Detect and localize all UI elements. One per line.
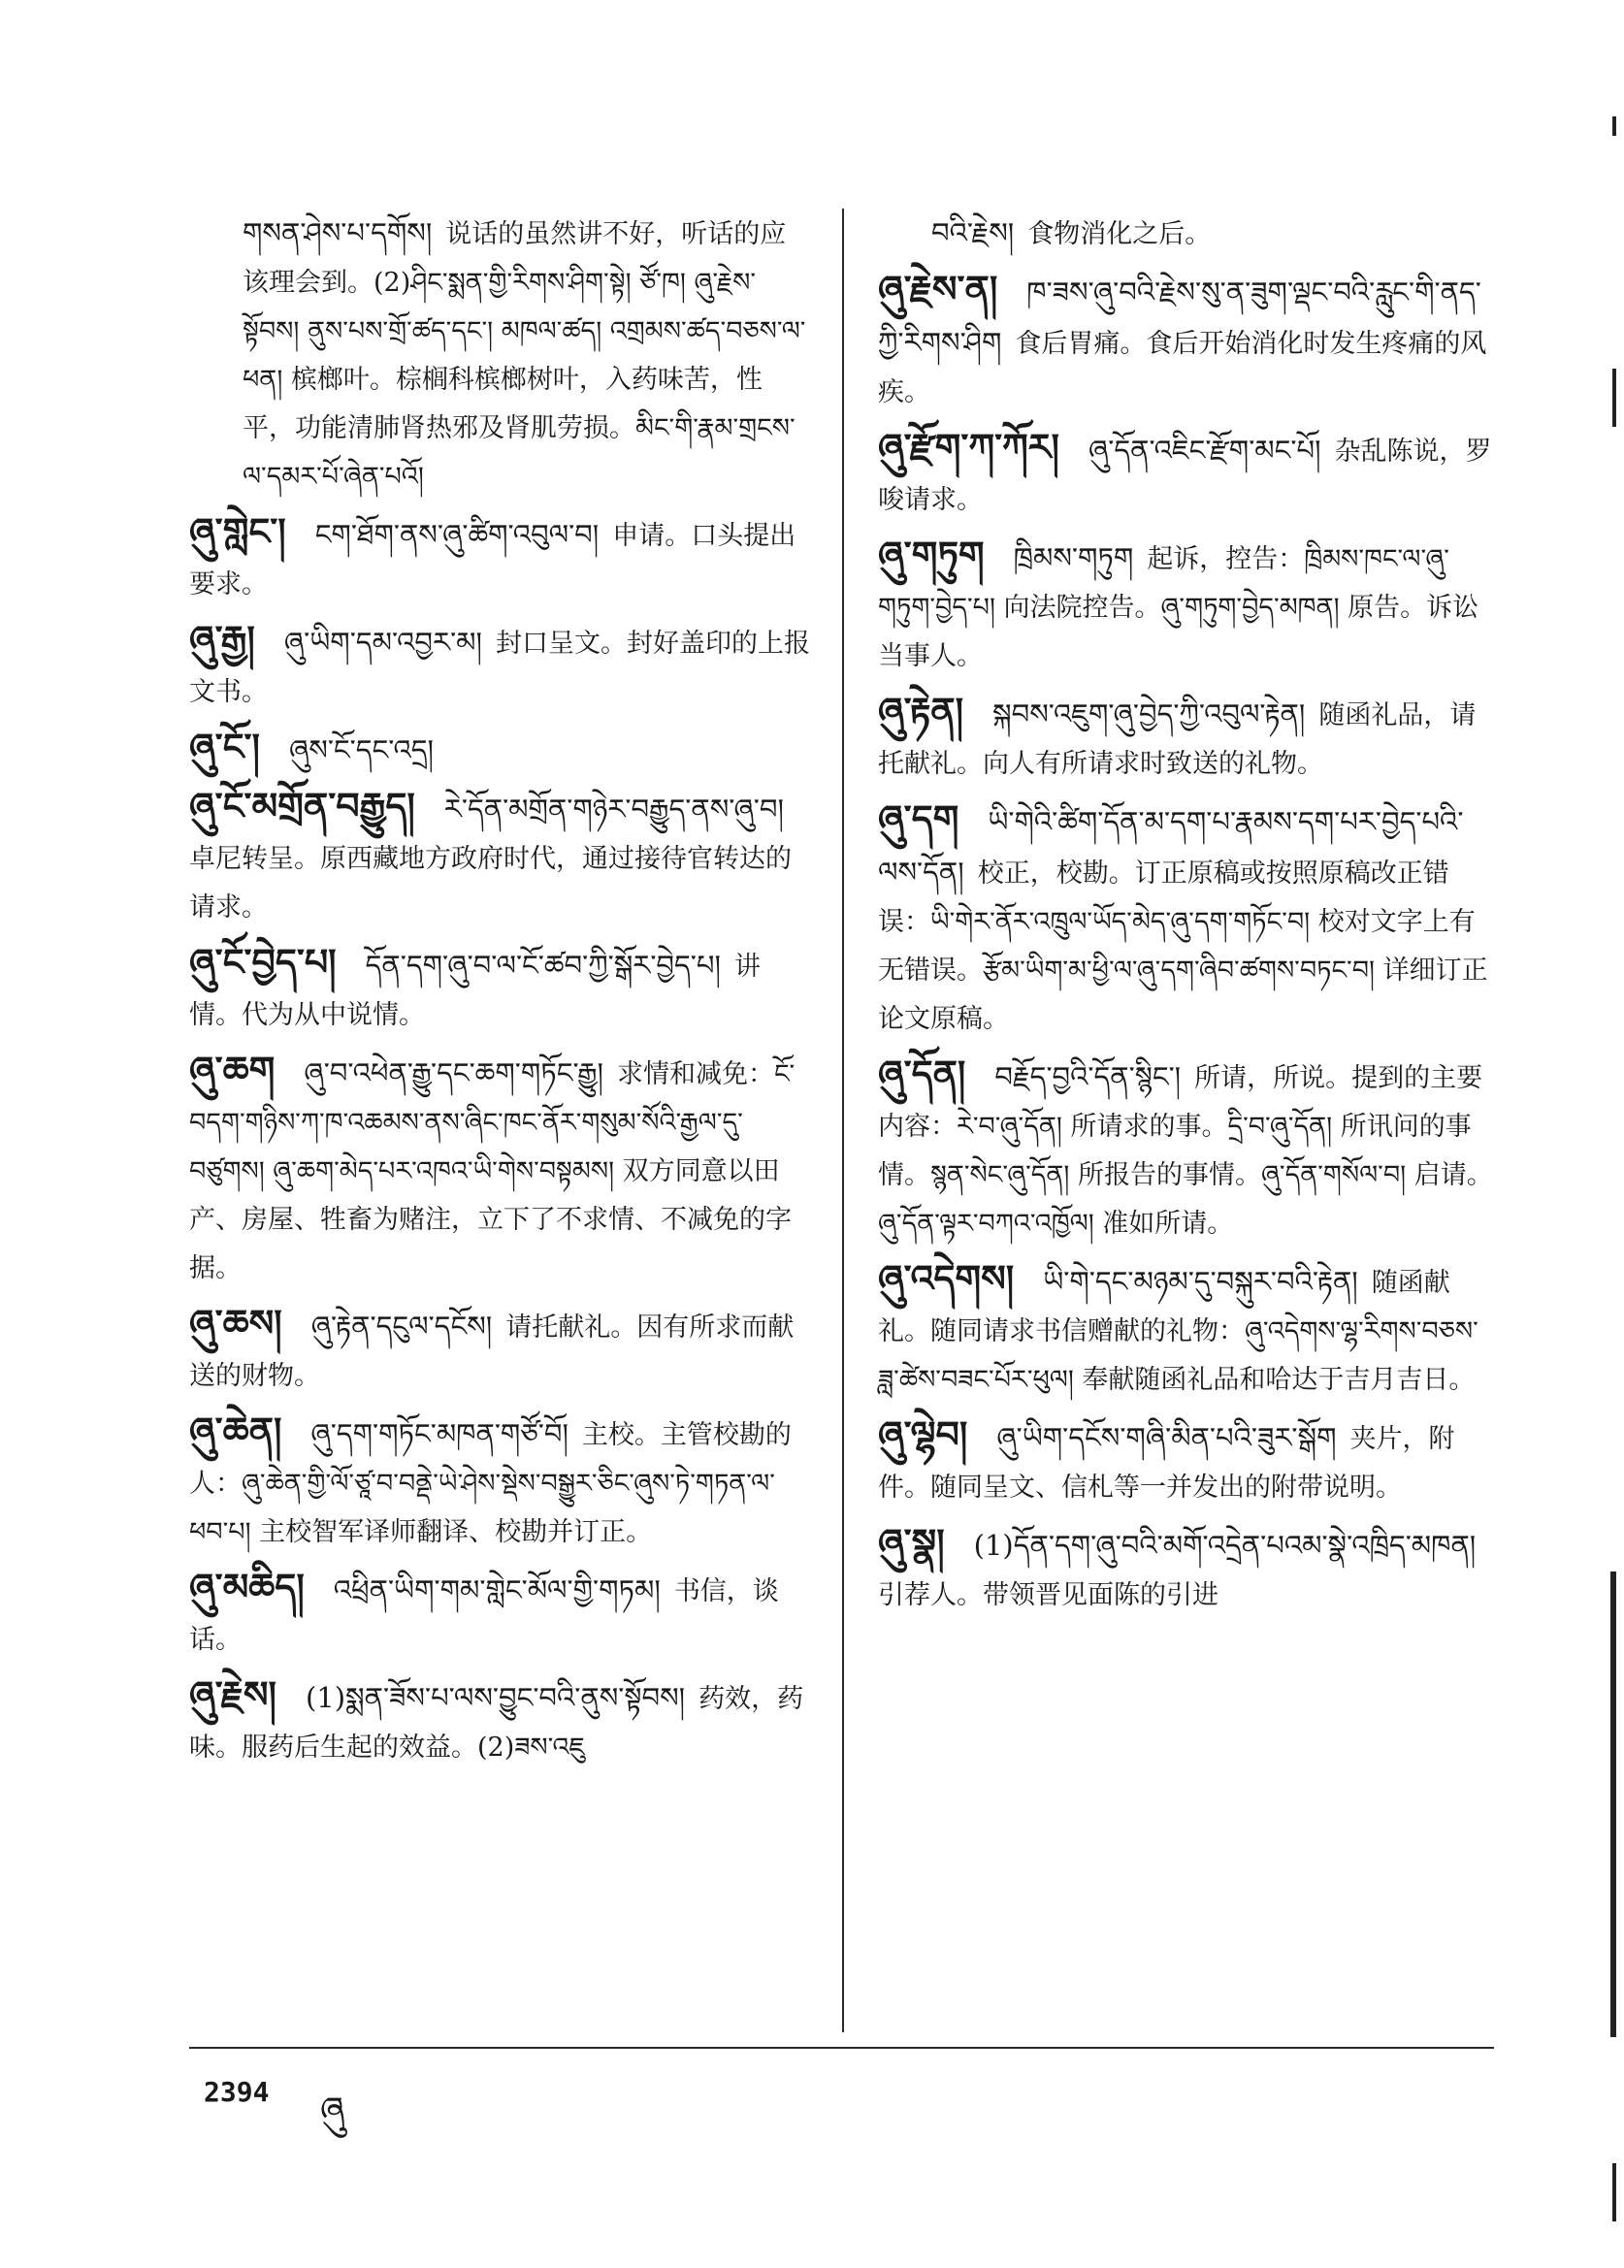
entry-chinese-definition: 杂乱陈说，罗唆请求。 (878, 437, 1492, 515)
entry-chinese-definition: 所请，所说。提到的主要内容：རེ་བ་ཞུ་དོན། 所请求的事。དྲི་བ་ཞུ་དོན། 所讯问的事情。སྙན་སེང་ཞུ་དོན། 所报告的事情。ཞུ་དོན་གསོལ་བ། 启请。ཞུ་དོན་ལྟར་བཀའ་འཁྱོལ། 准如所请。 (878, 1063, 1493, 1239)
entry-headword: ཞུ་གཏུག (878, 533, 985, 576)
entry-chinese-definition: 随函礼品，请托献礼。向人有所请求时致送的礼物。 (878, 700, 1477, 779)
entry-headword: ཞུ་འདེགས། (878, 1256, 1015, 1300)
dictionary-entry (878, 1518, 1499, 1620)
entry-headword: ཞུ་ལྷེབ། (878, 1412, 968, 1456)
entry-tibetan-definition: སྐབས་འཇུག་ཞུ་བྱེད་ཀྱི་འབུལ་རྟེན། (992, 697, 1306, 730)
entry-tibetan-definition: ཞུ་དག་གཏོང་མཁན་གཙོ་བོ། (310, 1417, 568, 1450)
dictionary-entry (878, 1050, 1499, 1248)
entry-tibetan-definition: ཞུ་ཡིག་དམ་འབྱར་མ། (283, 626, 482, 659)
entry-chinese-definition: 药效，药味。服药后生起的效益。(2)ཟས་འཇུ (189, 1684, 804, 1763)
entry-headword: ཞུ་དག (878, 796, 959, 840)
dictionary-entry (189, 1670, 810, 1772)
entry-tibetan-definition: ངག་ཐོག་ནས་ཞུ་ཚིག་འབུལ་བ། (314, 518, 600, 551)
dictionary-entry (189, 1299, 810, 1401)
entry-tibetan-definition: གསན་ཤེས་པ་དགོས། (243, 216, 433, 249)
entry-tibetan-definition: ཡི་གེའི་ཚིག་དོན་མ་དག་པ་རྣམས་དག་པར་བྱེད་པའི་ལས་དོན། (878, 805, 1464, 889)
dictionary-entry (189, 507, 810, 609)
entry-tibetan-definition: ཞུ་དོན་འཇིང་རྫོག་མང་པོ། (1088, 434, 1321, 467)
entry-chinese-definition: 请托献礼。因有所求而献送的财物。 (189, 1312, 795, 1391)
entry-chinese-definition: 卓尼转呈。原西藏地方政府时代，通过接待官转达的请求。 (189, 844, 792, 923)
entry-chinese-definition: 讲情。代为从中说情。 (189, 952, 761, 1030)
dictionary-entry (189, 1407, 810, 1557)
dictionary-entry (189, 782, 810, 932)
entry-tibetan-definition: རེ་དོན་མགྲོན་གཉེར་བརྒྱུད་ནས་ཞུ་བ། (443, 793, 784, 826)
left-column (189, 209, 810, 1778)
page-number: 2394 (204, 2076, 270, 2108)
entry-headword: ཞུ་རྫོག་ཀ་ཀོར། (878, 425, 1059, 469)
entry-tibetan-definition: ཞུ་ཡིག་དངོས་གཞི་མིན་པའི་ཟུར་སྒོག (996, 1421, 1337, 1454)
entry-tibetan-definition: ཞུས་ངོ་དང་འདྲ། (288, 733, 434, 766)
entry-headword: ཞུ་རྟེན། (878, 689, 964, 732)
dictionary-entry (189, 615, 810, 717)
entry-headword: ཞུ་རྒྱ། (189, 617, 255, 661)
dictionary-entry (878, 265, 1499, 417)
entry-headword: ཞུ་རྗེས། (189, 1672, 276, 1716)
entry-chinese-definition: 引荐人。带领晋见面陈的引进 (878, 1580, 1218, 1610)
entry-headword: ཞུ་ངོ་། (189, 725, 260, 768)
entry-tibetan-definition: (1)སྨན་ཟོས་པ་ལས་བྱུང་བའི་ནུས་སྟོབས། (305, 1681, 686, 1714)
dictionary-entry (189, 1046, 810, 1293)
entry-headword: ཞུ་ཆག (189, 1048, 276, 1091)
scan-mark (1612, 2163, 1616, 2221)
entry-tibetan-definition: བརྗོད་བྱའི་དོན་སྙིང་། (994, 1060, 1182, 1093)
entry-tibetan-definition: བའི་རྗེས། (931, 216, 1015, 249)
entry-tibetan-definition: དོན་དག་ཞུ་བ་ལ་ངོ་ཚབ་ཀྱི་སྒོར་བྱེད་པ། (365, 949, 721, 982)
dictionary-entry (189, 938, 810, 1040)
entry-headword: ཞུ་ཆེན། (189, 1409, 282, 1452)
entry-chinese-definition: 书信，谈话。 (189, 1576, 779, 1655)
entry-chinese-definition: 主校。主管校勘的人：ཞུ་ཆེན་གྱི་ལོ་ཙཱ་བ་བནྡེ་ཡེ་ཤེས་སྡེས་བསྒྱུར་ཅིང་ཞུས་ཏེ་གཏན་ལ་ཕབ་པ། 主校智军译师翻译、校勘并订正。 (189, 1420, 792, 1547)
entry-chinese-definition: 求情和减免：ངོ་བདག་གཉིས་ཀ་ཁ་འཆམས་ནས་ཞིང་ཁང་ནོར་གསུམ་སོའི་རྒྱལ་དུ་བཙུགས། ཞུ་ཆག་མེད་པར་འཁའ་ཡི་གེས་བསྟམས། 双方同意以田产、房屋、牲畜为赌注，立下了不求情、不减免的字据。 (189, 1059, 796, 1283)
dictionary-entry (878, 423, 1499, 525)
footer-rule (189, 2047, 1494, 2049)
entry-tibetan-definition: ཞུ་རྟེན་དངུལ་དངོས། (310, 1310, 493, 1343)
entry-chinese-definition: 食后胃痛。食后开始消化时发生疼痛的风疾。 (878, 329, 1487, 407)
entry-headword: ཞུ་ངོ་མགྲོན་བརྒྱུད། (189, 784, 415, 827)
entry-chinese-definition: 起诉，控告：ཁྲིམས་ཁང་ལ་ཞུ་གཏུག་བྱེད་པ། 向法院控告。ཞུ་གཏུག་བྱེད་མཁན། 原告。诉讼当事人。 (878, 544, 1479, 671)
entry-chinese-definition: 申请。口头提出要求。 (189, 521, 796, 599)
right-column (878, 209, 1499, 1626)
dictionary-entry (878, 687, 1499, 789)
dictionary-entry (878, 1410, 1499, 1512)
entry-headword: ཞུ་ངོ་བྱེད་པ། (189, 940, 337, 984)
entry-chinese-definition: 校正，校勘。订正原稿或按照原稿改正错误：ཡི་གེར་ནོར་འཁྲུལ་ཡོད་མེད་ཞུ་དག་གཏོང་བ། 校对文字上有无错误。རྩོམ་ཡིག་མ་ཕྱི་ལ་ཞུ་དག་ཞིབ་ཚགས་བཏང་བ། 详细订正论文原稿。 (878, 859, 1488, 1034)
scan-mark (1610, 1571, 1616, 2037)
entry-headword: ཞུ་ཆས། (189, 1301, 282, 1345)
scan-mark (1612, 369, 1616, 427)
entry-tibetan-definition: ཡི་གེ་དང་མཉམ་དུ་བསྐུར་བའི་རྟེན། (1043, 1265, 1358, 1298)
column-divider (842, 209, 844, 2032)
scan-mark (1612, 116, 1616, 136)
dictionary-entry (189, 723, 810, 776)
entry-chinese-definition: 随函献礼。随同请求书信赠献的礼物：ཞུ་འདེགས་ལྷ་རིགས་བཅས་ཟླ་ཚེས་བཟང་པོར་ཕུལ། 奉献随函礼品和哈达于吉月吉日。 (878, 1268, 1478, 1395)
entry-chinese-definition: 说话的虽然讲不好，听话的应该理会到。(2)ཤིང་སྨན་གྱི་རིགས་ཤིག་སྟེ། ཙོ་ཁ། ཞུ་རྗེས་སྟོབས། ནུས་པས་གྲོ་ཚད་དང་། མཁལ་ཚད། འགྲམས་ཚད་བཅས་ལ་ཕན། 槟榔叶。棕榈科槟榔树叶，入药味苦，性平，功能清肺肾热邪及肾肌劳损。མིང་གི་རྣམ་གྲངས་ལ་དམར་པོ་ཞེན་པའོ། (243, 219, 806, 492)
dictionary-entry (878, 209, 1499, 259)
entry-tibetan-definition: ཁ་ཟས་ཞུ་བའི་རྗེས་སུ་ན་ཟུག་ལྡང་བའི་རླུང་གི་ནད་ཀྱི་རིགས་ཤིག (878, 275, 1481, 359)
entry-headword: ཞུ་གླེང་། (189, 509, 286, 553)
dictionary-entry (878, 531, 1499, 681)
dictionary-entry (189, 209, 810, 502)
entry-headword: ཞུ་མཆིད། (189, 1565, 305, 1608)
entry-chinese-definition: 食物消化之后。 (1027, 219, 1212, 249)
entry-chinese-definition: 封口呈文。封好盖印的上报文书。 (189, 629, 810, 707)
entry-chinese-definition: 夹片，附件。随同呈文、信札等一并发出的附带说明。 (878, 1424, 1455, 1503)
dictionary-entry (878, 794, 1499, 1044)
entry-tibetan-definition: ཁྲིམས་གཏུག (1013, 541, 1134, 574)
dictionary-entry (878, 1254, 1499, 1405)
entry-headword: ཞུ་རྗེས་ན། (878, 267, 998, 310)
entry-tibetan-definition: (1)དོན་དག་ཞུ་བའི་མགོ་འདྲེན་པའམ་སྣེ་འཁྲིད་མཁན། (973, 1529, 1477, 1562)
dictionary-entry (189, 1563, 810, 1665)
entry-headword: ཞུ་སྣ། (878, 1520, 945, 1564)
entry-tibetan-definition: འཕྲིན་ཡིག་གམ་གླེང་མོལ་གྱི་གཏམ། (333, 1573, 661, 1606)
section-letter: ཞུ (320, 2090, 345, 2130)
entry-tibetan-definition: ཞུ་བ་འཕེན་རྒྱུ་དང་ཆག་གཏོང་རྒྱུ། (304, 1056, 603, 1089)
entry-headword: ཞུ་དོན། (878, 1052, 966, 1095)
